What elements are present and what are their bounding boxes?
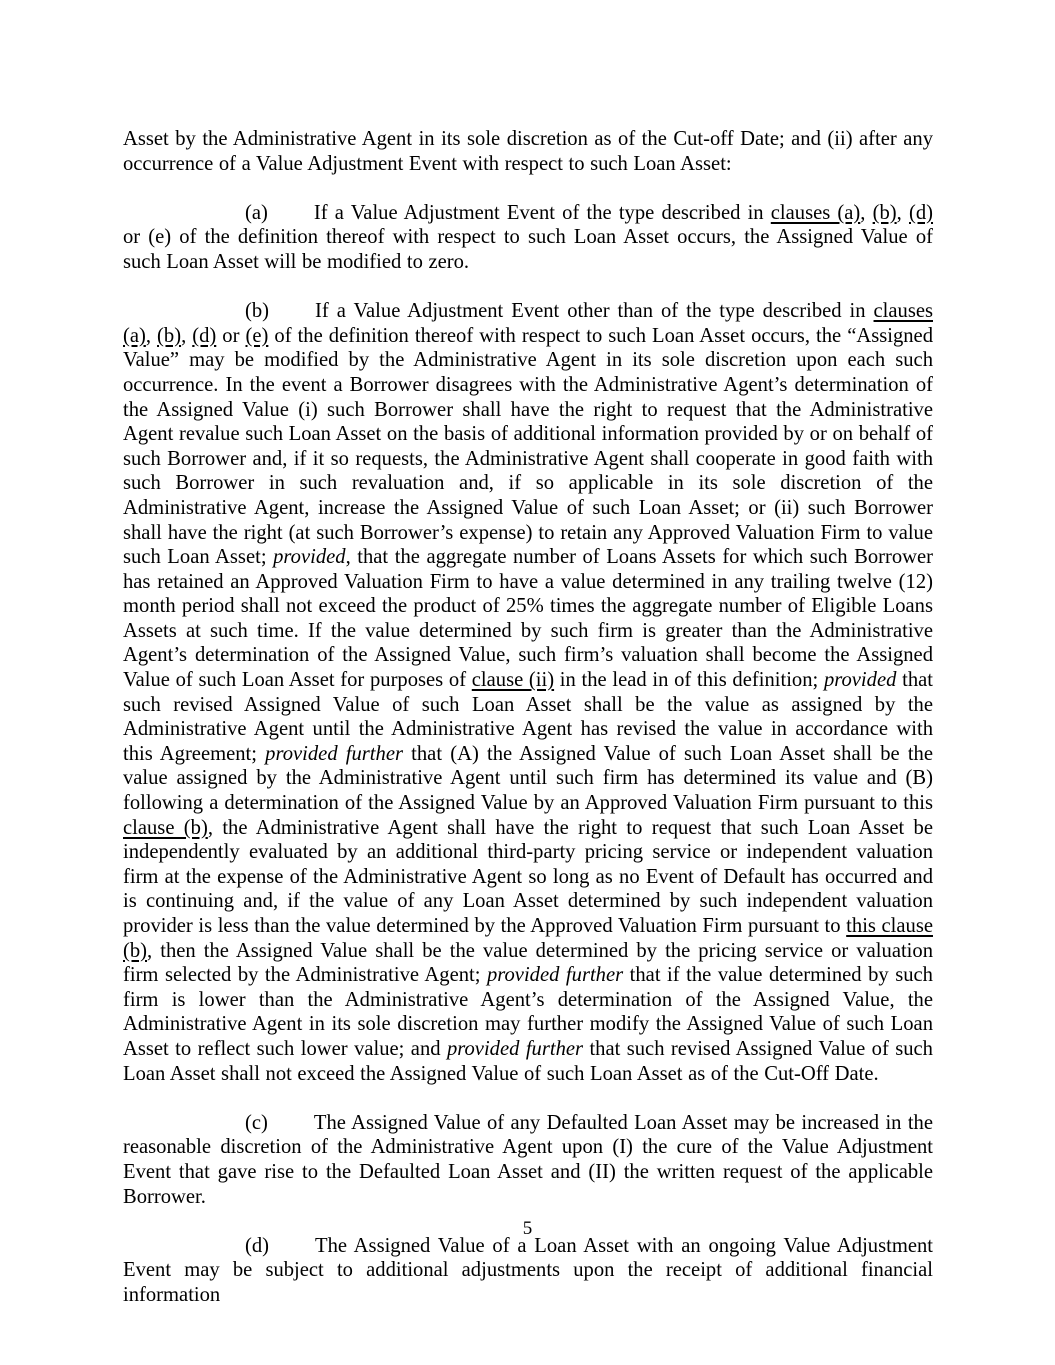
text-run: , (181, 324, 193, 347)
text-run: If a Value Adjustment Event of the type described in (313, 201, 771, 224)
text-run: , (860, 201, 873, 224)
cross-reference-underlined: (b) (157, 324, 182, 347)
cross-reference-underlined: (d) (909, 201, 934, 224)
text-run: , (896, 201, 909, 224)
paragraph-clause-c (123, 1111, 933, 1209)
cross-reference-underlined: clause (b) (123, 816, 208, 839)
text-run: provided further (486, 964, 624, 987)
paragraph-clause-a (123, 201, 933, 275)
document-body (123, 127, 933, 1332)
text-run: provided (823, 669, 897, 692)
cross-reference-underlined: (b) (872, 201, 897, 224)
text-run: , that the aggregate number of Loans Assets for which such Borrower has retained an Approved Valuation Firm to have a value determined in any trailing twelve (12) month period shall not exceed the product of 25% times the aggregate number of Eligible Loans Assets at such time. If the value determined by such firm is greater than the Administrative Agent’s determination of the Assigned Value, such firm’s valuation shall become the Assigned Value of such Loan Asset for purposes of (123, 546, 934, 692)
paragraph-clause-b (123, 299, 933, 1086)
text-run: The Assigned Value of a Loan Asset with an ongoing Value Adjustment Event may be subject to additional adjustments upon the receipt of additional financial information (123, 1234, 933, 1306)
cross-reference-underlined: this clause (b) (123, 915, 933, 962)
text-run: , then the Assigned Value shall be the value determined by the pricing service or valuation firm selected by the Administrative Agent; (123, 939, 933, 987)
cross-reference-underlined: (e) (245, 324, 269, 347)
text-run: that such revised Assigned Value of such Loan Asset shall be the value as assigned by the Administrative Agent until the Administrative Agent has revised the value in accordance with this Agreement; (123, 669, 933, 765)
cross-reference-underlined: clauses (a) (770, 201, 861, 224)
cross-reference-underlined: (d) (192, 324, 217, 347)
text-run: that (A) the Assigned Value of such Loan Asset shall be the value assigned by the Administrative Agent until such firm has determined its value and (B) following a determination of the Assigned Value by an Approved Valuation Firm pursuant to this (123, 742, 933, 815)
text-run: (b) (245, 300, 270, 323)
text-run: (a) (245, 201, 268, 224)
text-run: of the definition thereof with respect to such Loan Asset occurs, the “Assigned Value” may be modified by the Administrative Agent in its sole discretion upon each such occurrence. In the event a Borrower disagrees with the Administrative Agent’s determination of the Assigned Value (i) such Borrower shall have the right to request that the Administrative Agent revalue such Loan Asset on the basis of additional information provided by or on behalf of such Borrower and, if it so requests, the Administrative Agent shall cooperate in good faith with such Borrower in such revaluation and, if so applicable in its sole discretion of the Administrative Agent, increase the Assigned Value of such Loan Asset; or (ii) such Borrower shall have the right (at such Borrower’s expense) to retain any Approved Valuation Firm to value such Loan Asset; (123, 324, 933, 569)
page-number: 5 (522, 1218, 533, 1239)
text-run: If a Value Adjustment Event other than of the type described in (315, 300, 874, 323)
cross-reference-underlined: clause (ii) (471, 669, 555, 692)
text-run: (c) (245, 1111, 268, 1134)
paragraph-intro-continuation (123, 127, 933, 176)
text-run: or (216, 324, 246, 347)
text-run: (d) (245, 1234, 270, 1257)
text-run: or (e) of the definition thereof with respect to such Loan Asset occurs, the Assigned Value of such Loan Asset will be modified to zero. (123, 226, 933, 273)
text-run: in the lead in of this definition; (554, 669, 824, 692)
text-run: that if the value determined by such firm is lower than the Administrative Agent’s determination of the Assigned Value, the Administrative Agent in its sole discretion may further modify the Assigned Value of such Loan Asset to reflect such lower value; and (123, 964, 933, 1060)
text-run: , the Administrative Agent shall have the right to request that such Loan Asset be independently evaluated by an additional third-party pricing service or independent valuation firm at the expense of the Administrative Agent so long as no Event of Default has occurred and is continuing and, if the value of any Loan Asset determined by such independent valuation provider is less than the value determined by the Approved Valuation Firm pursuant to (123, 816, 933, 937)
cross-reference-underlined: clauses (a) (123, 300, 933, 347)
text-run: Asset by the Administrative Agent in its sole discretion as of the Cut-off Date; and (ii) after any occurrence of a Value Adjustment Event with respect to such Loan Asset: (123, 128, 933, 175)
text-run: , (145, 324, 158, 347)
text-run: provided further (446, 1037, 584, 1060)
text-run: The Assigned Value of any Defaulted Loan Asset may be increased in the reasonable discretion of the Administrative Agent upon (I) the cure of the Value Adjustment Event that gave rise to the Defaulted Loan Asset and (II) the written request of the applicable Borrower. (123, 1111, 933, 1208)
text-run: provided (273, 546, 346, 569)
text-run: that such revised Assigned Value of such Loan Asset shall not exceed the Assigned Value of such Loan Asset as of the Cut-Off Date. (123, 1037, 933, 1085)
text-run: provided further (265, 742, 403, 765)
paragraph-clause-d (123, 1234, 933, 1308)
